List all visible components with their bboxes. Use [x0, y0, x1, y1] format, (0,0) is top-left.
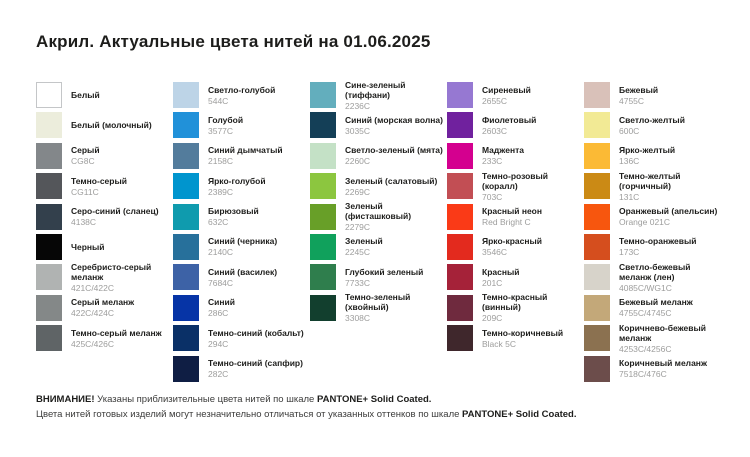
color-name: Серый меланж	[71, 297, 135, 308]
color-name: Красный неон	[482, 206, 543, 217]
pantone-label-1: PANTONE+ Solid Coated.	[316, 394, 432, 405]
color-swatch	[584, 204, 610, 230]
color-code: 2655C	[482, 95, 508, 106]
color-name: Светло-зеленый (мята)	[345, 145, 443, 156]
swatch-item	[173, 82, 310, 108]
swatch-label	[619, 85, 719, 106]
swatch-column	[173, 82, 310, 386]
color-code: 2236C	[345, 100, 371, 111]
color-name: Светло-желтый	[619, 114, 685, 125]
swatch-item	[447, 170, 584, 202]
color-code: 201C	[482, 277, 503, 288]
color-code: 2279C	[345, 222, 371, 233]
swatch-label	[208, 328, 308, 349]
color-swatch	[447, 204, 473, 230]
swatch-label	[482, 206, 582, 227]
color-swatch	[173, 325, 199, 351]
color-swatch	[310, 143, 336, 169]
color-swatch	[173, 264, 199, 290]
swatch-label	[71, 328, 171, 349]
swatch-label	[208, 267, 308, 288]
color-code: 425C/426C	[71, 338, 115, 349]
color-name: Синий (морская волна)	[345, 114, 443, 125]
swatch-label	[345, 176, 445, 197]
color-code: 4138C	[71, 217, 97, 228]
color-code: 600C	[619, 125, 640, 136]
page-title: Акрил. Актуальные цвета нитей на 01.06.2025	[36, 32, 431, 51]
color-name: Серый	[71, 145, 100, 156]
swatch-label	[482, 328, 582, 349]
color-swatch	[447, 173, 473, 199]
swatch-item	[447, 325, 584, 351]
swatch-item	[173, 112, 310, 138]
color-name: Белый	[71, 90, 100, 100]
color-name: Фиолетовый	[482, 114, 537, 125]
color-code: 2389C	[208, 186, 234, 197]
color-name: Зеленый	[345, 236, 383, 247]
color-swatch	[36, 204, 62, 230]
color-name: Красный	[482, 266, 520, 277]
color-swatch	[36, 82, 62, 108]
swatch-item	[584, 295, 721, 321]
swatch-label	[345, 201, 445, 232]
color-code: Red Bright C	[482, 217, 531, 228]
swatch-item	[447, 264, 584, 290]
color-code: CG8C	[71, 156, 95, 167]
color-name: Темно-желтый (горчичный)	[619, 170, 681, 191]
footer-note	[36, 393, 726, 422]
color-swatch	[447, 143, 473, 169]
color-name: Темно-серый меланж	[71, 327, 162, 338]
color-name: Маджента	[482, 145, 524, 156]
color-swatch	[584, 295, 610, 321]
color-name: Темно-серый	[71, 175, 127, 186]
swatch-label	[619, 358, 719, 379]
color-name: Синий	[208, 297, 235, 308]
color-name: Темно-коричневый	[482, 327, 564, 338]
swatch-label	[345, 80, 445, 111]
swatch-item	[310, 234, 447, 260]
color-swatch	[36, 325, 62, 351]
swatch-item	[584, 356, 721, 382]
color-swatch	[36, 173, 62, 199]
swatch-label	[71, 90, 171, 100]
color-swatch	[447, 112, 473, 138]
color-code: 703C	[482, 191, 503, 202]
color-code: 2158C	[208, 156, 234, 167]
color-code: 294C	[208, 338, 229, 349]
color-grid	[36, 79, 721, 386]
swatch-label	[208, 176, 308, 197]
swatch-item	[584, 261, 721, 293]
swatch-item	[310, 173, 447, 199]
color-name: Зеленый (фисташковый)	[345, 201, 412, 222]
color-swatch	[584, 143, 610, 169]
footer-line-1: ВНИМАНИЕ! Указаны приблизительные цвета нитей по шкале PANTONE+ Solid Coated.	[36, 394, 432, 405]
swatch-label	[482, 236, 582, 257]
color-code: 3308C	[345, 313, 371, 324]
swatch-item	[173, 204, 310, 230]
swatch-item	[310, 79, 447, 111]
color-code: 2260C	[345, 156, 371, 167]
color-name: Темно-розовый (коралл)	[482, 170, 549, 191]
color-swatch	[36, 112, 62, 138]
swatch-item	[173, 325, 310, 351]
swatch-label	[71, 206, 171, 227]
swatch-item	[447, 82, 584, 108]
swatch-item	[173, 356, 310, 382]
warning-label: ВНИМАНИЕ!	[36, 394, 95, 405]
swatch-label	[345, 236, 445, 257]
color-code: 173C	[619, 247, 640, 258]
color-name: Темно-синий (кобальт)	[208, 327, 304, 338]
swatch-label	[71, 242, 171, 252]
swatch-item	[447, 234, 584, 260]
color-name: Синий дымчатый	[208, 145, 283, 156]
color-swatch	[36, 234, 62, 260]
color-code: 7684C	[208, 277, 234, 288]
color-swatch	[447, 82, 473, 108]
swatch-label	[482, 267, 582, 288]
color-swatch	[310, 82, 336, 108]
color-code: 3577C	[208, 125, 234, 136]
swatch-item	[173, 143, 310, 169]
color-name: Синий (василек)	[208, 266, 278, 277]
swatch-item	[36, 261, 173, 293]
color-code: 544C	[208, 95, 229, 106]
swatch-label	[619, 145, 719, 166]
color-swatch	[447, 264, 473, 290]
color-name: Темно-зеленый (хвойный)	[345, 292, 411, 313]
swatch-item	[310, 143, 447, 169]
color-code: CG11C	[71, 186, 99, 197]
swatch-item	[36, 234, 173, 260]
color-code: 421C/422C	[71, 282, 115, 293]
swatch-item	[584, 170, 721, 202]
color-name: Светло-бежевый меланж (лен)	[619, 261, 691, 282]
color-swatch	[310, 264, 336, 290]
color-code: 7733C	[345, 277, 371, 288]
color-code: 233C	[482, 156, 503, 167]
swatch-label	[208, 145, 308, 166]
color-swatch	[310, 234, 336, 260]
color-name: Голубой	[208, 114, 244, 125]
color-swatch	[584, 234, 610, 260]
swatch-item	[173, 264, 310, 290]
color-code: 4085C/WG1C	[619, 282, 672, 293]
swatch-item	[584, 112, 721, 138]
color-swatch	[36, 295, 62, 321]
swatch-item	[584, 322, 721, 354]
swatch-item	[173, 234, 310, 260]
color-swatch	[173, 173, 199, 199]
swatch-item	[447, 143, 584, 169]
color-name: Ярко-красный	[482, 236, 542, 247]
color-swatch	[173, 82, 199, 108]
swatch-label	[208, 236, 308, 257]
color-swatch	[173, 143, 199, 169]
swatch-item	[447, 204, 584, 230]
swatch-item	[584, 82, 721, 108]
color-code: 3546C	[482, 247, 508, 258]
swatch-label	[482, 115, 582, 136]
color-code: Orange 021C	[619, 217, 671, 228]
color-swatch	[310, 204, 336, 230]
color-name: Светло-голубой	[208, 84, 276, 95]
color-name: Серо-синий (сланец)	[71, 206, 159, 217]
color-code: 3035C	[345, 125, 371, 136]
color-name: Темно-красный (винный)	[482, 292, 548, 313]
color-code: 422C/424C	[71, 308, 115, 319]
swatch-column	[36, 82, 173, 386]
color-swatch	[36, 264, 62, 290]
swatch-label	[345, 267, 445, 288]
swatch-column	[584, 82, 721, 386]
swatch-label	[619, 262, 719, 293]
color-code: Black 5C	[482, 338, 517, 349]
color-code: 286C	[208, 308, 229, 319]
swatch-label	[619, 206, 719, 227]
swatch-label	[619, 297, 719, 318]
color-swatch	[584, 356, 610, 382]
color-code: 2245C	[345, 247, 371, 258]
swatch-label	[619, 171, 719, 202]
color-swatch	[447, 234, 473, 260]
swatch-column	[310, 79, 447, 386]
color-swatch	[584, 112, 610, 138]
color-name: Сиреневый	[482, 84, 531, 95]
color-swatch	[447, 295, 473, 321]
swatch-label	[619, 323, 719, 354]
color-name: Бежевый меланж	[619, 297, 693, 308]
color-code: 131C	[619, 191, 640, 202]
swatch-item	[36, 295, 173, 321]
swatch-label	[482, 171, 582, 202]
swatch-label	[482, 85, 582, 106]
swatch-item	[36, 173, 173, 199]
color-code: 282C	[208, 369, 229, 380]
color-name: Серебристо-серый меланж	[71, 261, 152, 282]
swatch-label	[619, 236, 719, 257]
color-name: Темно-оранжевый	[619, 236, 697, 247]
swatch-item	[173, 173, 310, 199]
swatch-label	[71, 145, 171, 166]
swatch-label	[208, 85, 308, 106]
swatch-label	[208, 297, 308, 318]
color-swatch	[584, 82, 610, 108]
color-code: 7518C/476C	[619, 369, 667, 380]
swatch-label	[208, 358, 308, 379]
swatch-column	[447, 82, 584, 386]
swatch-label	[208, 115, 308, 136]
swatch-item	[36, 204, 173, 230]
color-swatch	[310, 173, 336, 199]
swatch-label	[71, 176, 171, 197]
swatch-label	[345, 292, 445, 323]
swatch-item	[36, 82, 173, 108]
swatch-label	[345, 145, 445, 166]
swatch-label	[482, 145, 582, 166]
color-swatch	[173, 234, 199, 260]
pantone-label-2: PANTONE+ Solid Coated.	[462, 408, 577, 420]
color-code: 2603C	[482, 125, 508, 136]
color-swatch	[173, 204, 199, 230]
swatch-label	[71, 297, 171, 318]
color-swatch	[310, 112, 336, 138]
color-swatch	[584, 173, 610, 199]
color-code: 4253C/4256C	[619, 343, 672, 354]
swatch-item	[584, 204, 721, 230]
color-name: Глубокий зеленый	[345, 266, 424, 277]
swatch-item	[310, 112, 447, 138]
color-code: 632C	[208, 217, 229, 228]
color-name: Синий (черника)	[208, 236, 278, 247]
color-swatch	[173, 356, 199, 382]
color-swatch	[310, 295, 336, 321]
color-code: 4755C	[619, 95, 645, 106]
swatch-item	[36, 325, 173, 351]
color-name: Оранжевый (апельсин)	[619, 206, 718, 217]
color-swatch	[584, 325, 610, 351]
color-name: Темно-синий (сапфир)	[208, 358, 303, 369]
color-swatch	[447, 325, 473, 351]
color-name: Бежевый	[619, 84, 659, 95]
swatch-item	[584, 234, 721, 260]
swatch-item	[36, 112, 173, 138]
color-name: Ярко-желтый	[619, 145, 676, 156]
color-name: Бирюзовый	[208, 206, 259, 217]
color-name: Белый (молочный)	[71, 120, 152, 131]
color-name: Коричневый меланж	[619, 358, 707, 369]
swatch-item	[310, 264, 447, 290]
color-swatch	[36, 143, 62, 169]
color-swatch	[173, 112, 199, 138]
swatch-label	[71, 120, 171, 130]
color-swatch	[173, 295, 199, 321]
swatch-item	[584, 143, 721, 169]
color-name: Ярко-голубой	[208, 175, 266, 186]
swatch-item	[447, 112, 584, 138]
swatch-item	[447, 292, 584, 324]
color-code: 209C	[482, 313, 503, 324]
swatch-item	[36, 143, 173, 169]
swatch-label	[345, 115, 445, 136]
color-name: Черный	[71, 241, 105, 252]
swatch-label	[482, 292, 582, 323]
color-code: 2269C	[345, 186, 371, 197]
color-name: Коричнево-бежевый меланж	[619, 322, 706, 343]
swatch-item	[310, 201, 447, 233]
swatch-item	[173, 295, 310, 321]
swatch-label	[71, 262, 171, 293]
color-code: 4755C/4745C	[619, 308, 672, 319]
color-swatch	[584, 264, 610, 290]
color-name: Зеленый (салатовый)	[345, 175, 438, 186]
footer-line-2: Цвета нитей готовых изделий могут незначительно отличаться от указанных оттенков по шкале PANTONE+ Solid Coated.	[36, 408, 577, 420]
color-code: 2140C	[208, 247, 234, 258]
swatch-item	[310, 292, 447, 324]
color-code: 136C	[619, 156, 640, 167]
color-name: Сине-зеленый (тиффани)	[345, 79, 406, 100]
swatch-label	[208, 206, 308, 227]
swatch-label	[619, 115, 719, 136]
